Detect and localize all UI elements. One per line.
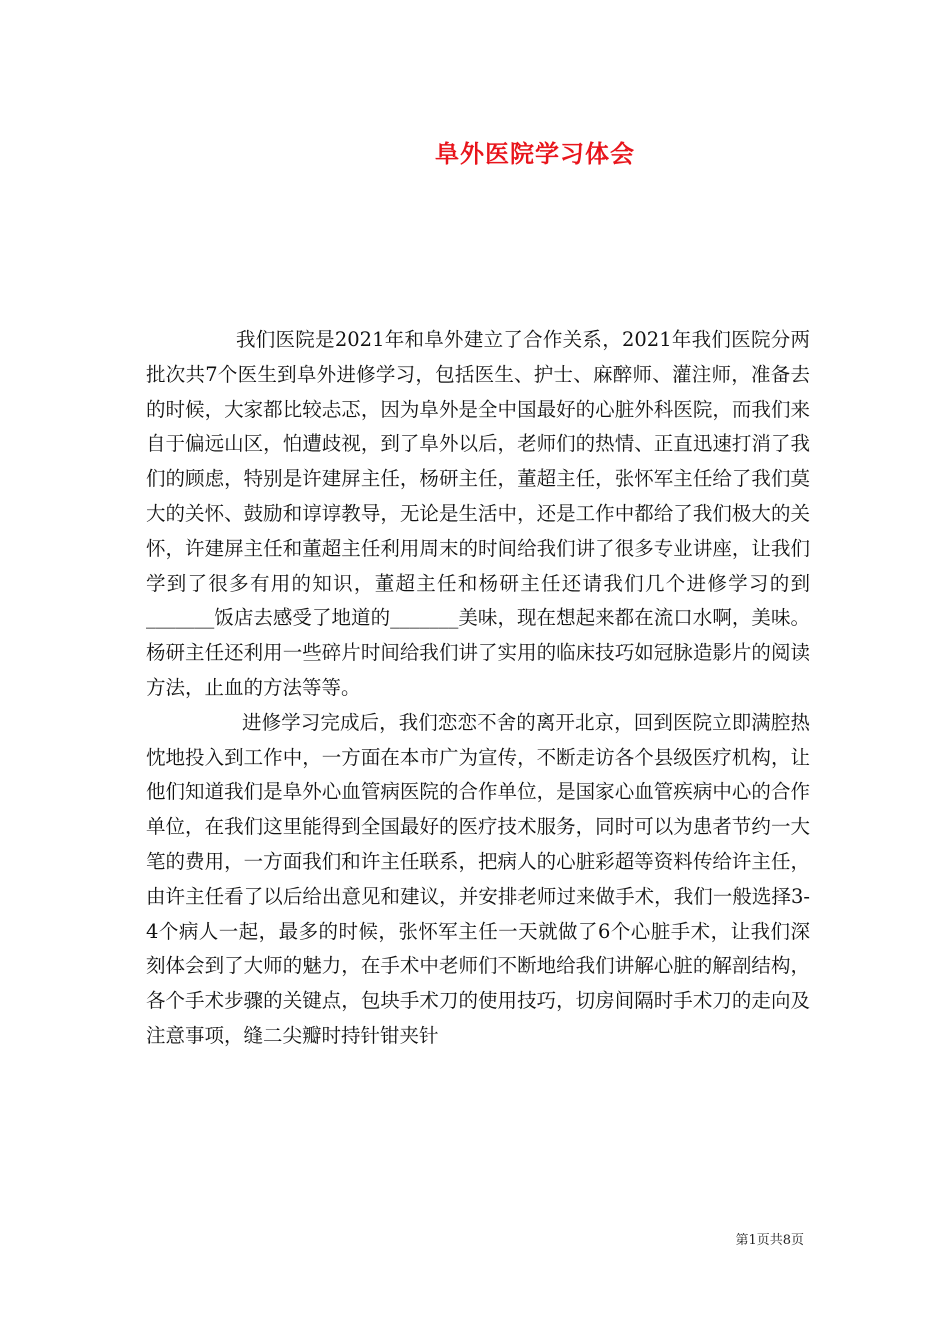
document-title: 阜外医院学习体会 [435, 140, 635, 168]
paragraph-2: 进修学习完成后，我们恋恋不舍的离开北京，回到医院立即满腔热忱地投入到工作中，一方面在本市广为宣传，不断走访各个县级医疗机构，让他们知道我们是阜外心血管病医院的合作单位，是国家心血管疾病中心的合作单位，在我们这里能得到全国最好的医疗技术服务，同时可以为患者节约一大笔的费用，一方面我们和许主任联系，把病人的心脏彩超等资料传给许主任，由许主任看了以后给出意见和建议，并安排老师过来做手术，我们一般选择3-4个病人一起，最多的时候，张怀军主任一天就做了6个心脏手术，让我们深刻体会到了大师的魅力，在手术中老师们不断地给我们讲解心脏的解剖结构，各个手术步骤的关键点，包块手术刀的使用技巧，切房间隔时手术刀的走向及注意事项，缝二尖瓣时持针钳夹针 [146, 710, 810, 1047]
document-body [146, 323, 810, 1054]
paragraph-1: 我们医院是2021年和阜外建立了合作关系，2021年我们医院分两批次共7个医生到阜外进修学习，包括医生、护士、麻醉师、灌注师，准备去的时候，大家都比较忐忑，因为阜外是全中国最好的心脏外科医院，而我们来自于偏远山区，怕遭歧视，到了阜外以后，老师们的热情、正直迅速打消了我们的顾虑，特别是许建屏主任，杨研主任，董超主任，张怀军主任给了我们莫大的关怀、鼓励和谆谆教导，无论是生活中，还是工作中都给了我们极大的关怀，许建屏主任和董超主任利用周末的时间给我们讲了很多专业讲座，让我们学到了很多有用的知识，董超主任和杨研主任还请我们几个进修学习的到_______饭店去感受了地道的_______美味，现在想起来都在流口水啊，美味。杨研主任还利用一些碎片时间给我们讲了实用的临床技巧如冠脉造影片的阅读方法，止血的方法等等。 [146, 328, 810, 699]
page-footer: 第1页共8页 [735, 1233, 804, 1248]
